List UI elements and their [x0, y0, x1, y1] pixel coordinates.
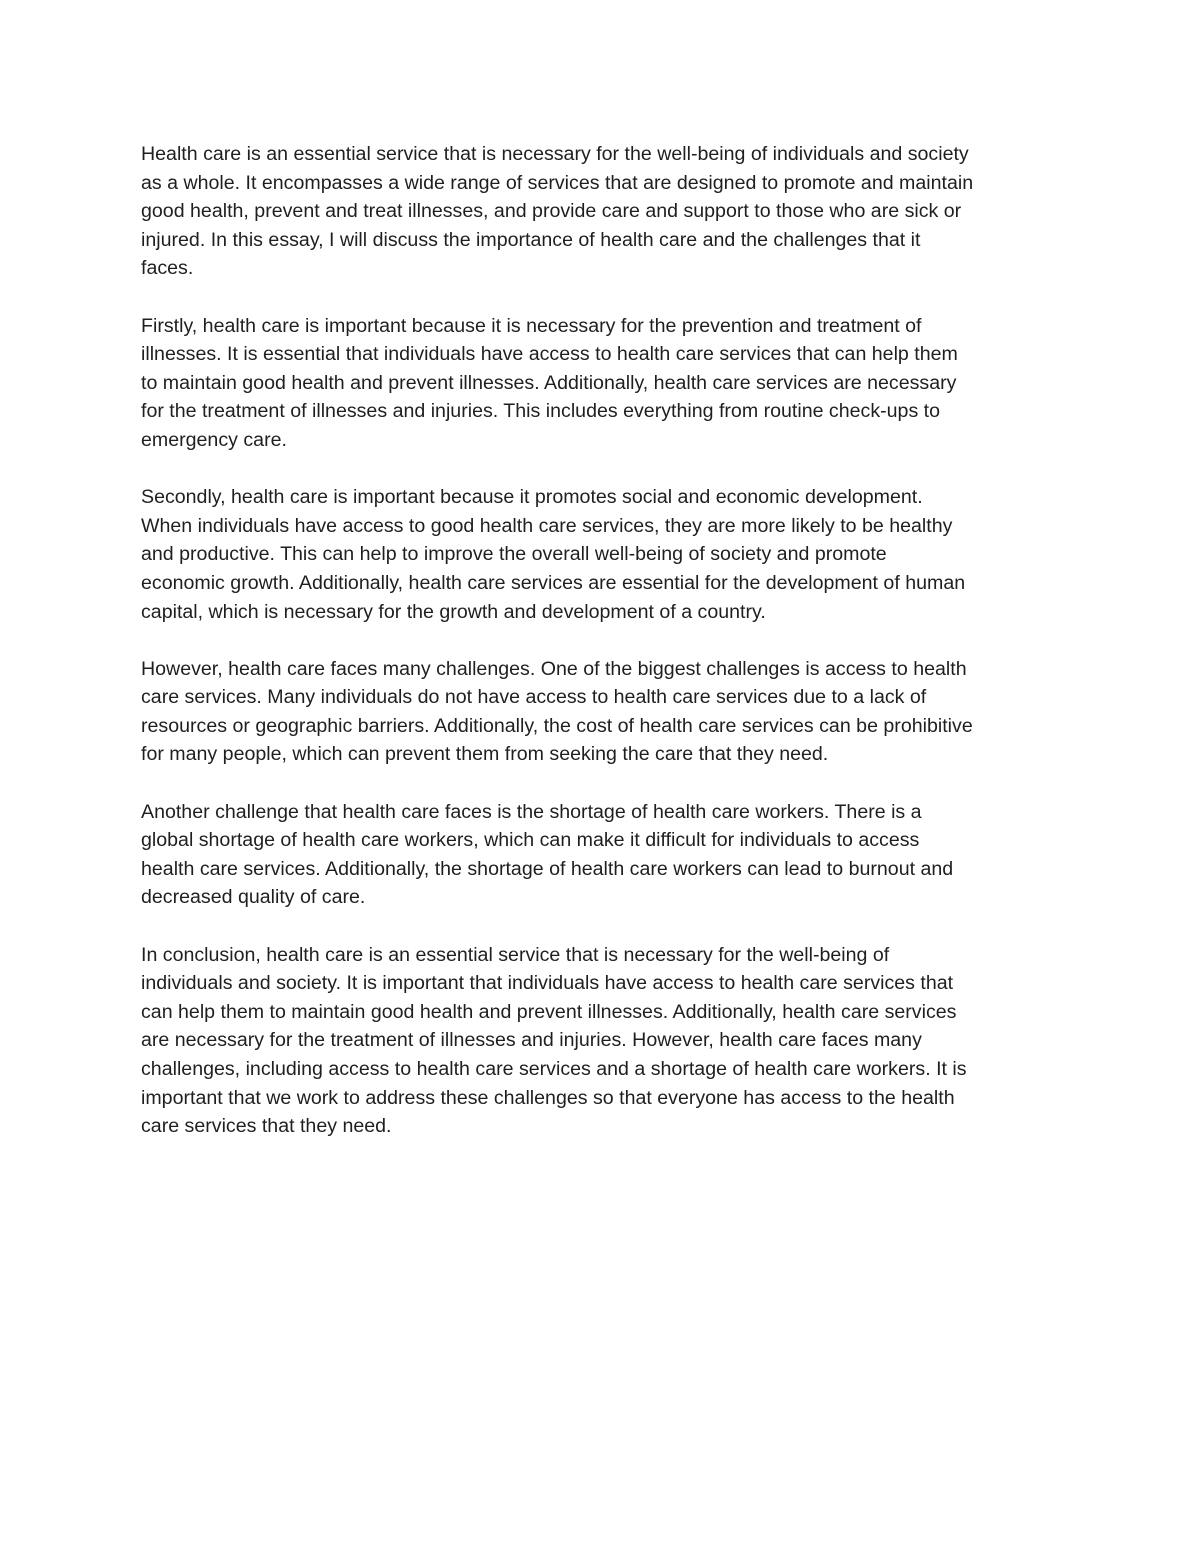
text-line: as a whole. It encompasses a wide range of services that are designed to promote and maintain — [141, 171, 974, 194]
text-line: for many people, which can prevent them from seeking the care that they need. — [141, 743, 829, 766]
text-line: In conclusion, health care is an essential service that is necessary for the well-being of — [141, 943, 890, 966]
text-line: injured. In this essay, I will discuss the importance of health care and the challenges that it — [141, 228, 921, 251]
text-line: individuals and society. It is important that individuals have access to health care services that — [141, 972, 954, 995]
text-line: When individuals have access to good health care services, they are more likely to be healthy — [141, 514, 953, 537]
text-line: economic growth. Additionally, health care services are essential for the development of human — [141, 571, 966, 594]
paragraph-challenges — [141, 655, 1061, 769]
text-line: care services. Many individuals do not have access to health care services due to a lack of — [141, 686, 927, 709]
text-line: health care services. Additionally, the shortage of health care workers can lead to burnout and — [141, 857, 954, 880]
text-line: important that we work to address these challenges so that everyone has access to the health — [141, 1086, 955, 1109]
text-line: decreased quality of care. — [141, 886, 366, 909]
text-line: Firstly, health care is important because it is necessary for the prevention and treatment of — [141, 314, 922, 337]
text-line: challenges, including access to health care services and a shortage of health care workers. It is — [141, 1058, 967, 1080]
text-line: global shortage of health care workers, which can make it difficult for individuals to access — [141, 829, 920, 852]
text-line: Another challenge that health care faces is the shortage of health care workers. There is a — [141, 800, 922, 823]
paragraph-workforce — [141, 798, 1061, 912]
essay-body — [141, 140, 1061, 1169]
text-line: care services that they need. — [141, 1115, 392, 1138]
paragraph-firstly — [141, 312, 1061, 455]
text-line: Health care is an essential service that is necessary for the well-being of individuals and society — [141, 143, 969, 165]
text-line: resources or geographic barriers. Additionally, the cost of health care services can be prohibitive — [141, 714, 973, 737]
text-line: and productive. This can help to improve the overall well-being of society and promote — [141, 543, 887, 566]
text-line: are necessary for the treatment of illnesses and injuries. However, health care faces many — [141, 1029, 922, 1052]
paragraph-introduction — [141, 140, 1061, 283]
text-line: However, health care faces many challenges. One of the biggest challenges is access to health — [141, 657, 967, 680]
text-line: emergency care. — [141, 428, 287, 451]
text-line: for the treatment of illnesses and injuries. This includes everything from routine check-ups to — [141, 400, 941, 423]
paragraph-conclusion — [141, 941, 1061, 1141]
text-line: illnesses. It is essential that individuals have access to health care services that can help them — [141, 343, 958, 366]
text-line: to maintain good health and prevent illnesses. Additionally, health care services are necessary — [141, 371, 957, 394]
text-line: good health, prevent and treat illnesses, and provide care and support to those who are sick or — [141, 200, 962, 223]
paragraph-secondly — [141, 483, 1061, 626]
text-line: can help them to maintain good health and prevent illnesses. Additionally, health care services — [141, 1000, 957, 1023]
text-line: capital, which is necessary for the growth and development of a country. — [141, 600, 766, 623]
text-line: Secondly, health care is important because it promotes social and economic development. — [141, 486, 923, 509]
text-line: faces. — [141, 257, 194, 280]
